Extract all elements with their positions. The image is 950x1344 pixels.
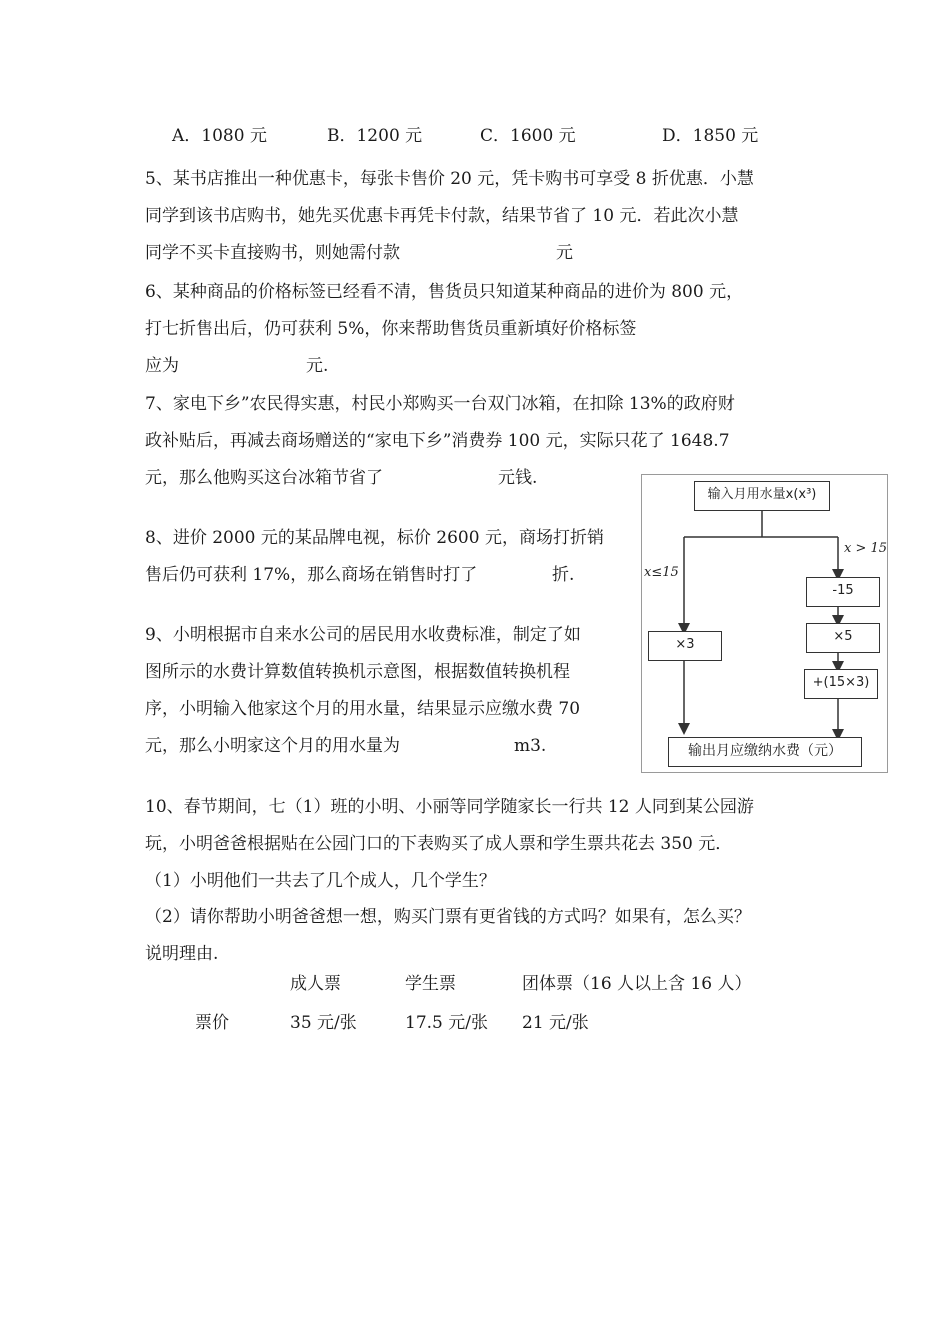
q8-line-2: 售后仍可获利 17%，那么商场在销售时打了	[145, 565, 478, 585]
option-a: A．1080 元	[172, 126, 267, 146]
q7-unit: 元钱.	[498, 468, 538, 488]
q7-line-3: 元，那么他购买这台冰箱节省了	[145, 468, 383, 488]
q9-line-1: 9、小明根据市自来水公司的居民用水收费标准，制定了如	[145, 625, 581, 645]
q5-line-2: 同学到该书店购书，她先买优惠卡再凭卡付款，结果节省了 10 元．若此次小慧	[145, 206, 739, 226]
q5-line-1: 5、某书店推出一种优惠卡，每张卡售价 20 元，凭卡购书可享受 8 折优惠．小慧	[145, 169, 754, 189]
water-fee-flowchart	[641, 474, 888, 773]
q8-unit: 折.	[552, 565, 575, 585]
q7-line-1: 7、家电下乡”农民得实惠，村民小郑购买一台双门冰箱，在扣除 13%的政府财	[145, 394, 735, 414]
ticket-price-adult: 35 元/张	[290, 1013, 357, 1033]
ticket-header-adult: 成人票	[290, 974, 341, 994]
option-d: D．1850 元	[662, 126, 759, 146]
ticket-header-student: 学生票	[405, 974, 456, 994]
q6-line-1: 6、某种商品的价格标签已经看不清，售货员只知道某种商品的进价为 800 元，	[145, 282, 744, 302]
flow-left-op-box: ×3	[648, 631, 722, 661]
q10-part-2-end: 说明理由.	[145, 944, 219, 964]
q9-line-4: 元，那么小明家这个月的用水量为	[145, 736, 400, 756]
flow-times5-box: ×5	[806, 623, 880, 653]
ticket-price-student: 17.5 元/张	[405, 1013, 488, 1033]
q9-line-2: 图所示的水费计算数值转换机示意图，根据数值转换机程	[145, 662, 570, 682]
q7-line-2: 政补贴后，再减去商场赠送的“家电下乡”消费券 100 元，实际只花了 1648.7	[145, 431, 730, 451]
q6-unit: 元.	[306, 356, 329, 376]
flow-branch-left-label: x≤15	[644, 565, 679, 580]
flow-output-box: 输出月应缴纳水费（元）	[668, 737, 862, 767]
flow-plus45-box: +(15×3)	[804, 669, 878, 699]
q8-line-1: 8、进价 2000 元的某品牌电视，标价 2600 元，商场打折销	[145, 528, 604, 548]
option-c: C．1600 元	[480, 126, 576, 146]
q10-part-1: （1）小明他们一共去了几个成人，几个学生？	[145, 871, 496, 891]
ticket-header-group: 团体票（16 人以上含 16 人）	[522, 974, 752, 994]
q10-line-2: 玩，小明爸爸根据贴在公园门口的下表购买了成人票和学生票共花去 350 元．	[145, 834, 733, 854]
option-b: B．1200 元	[327, 126, 423, 146]
flow-branch-right-label: x > 15	[844, 541, 888, 556]
q9-line-3: 序，小明输入他家这个月的用水量，结果显示应缴水费 70	[145, 699, 581, 719]
flow-minus15-box: -15	[806, 577, 880, 607]
q6-line-2: 打七折售出后，仍可获利 5%，你来帮助售货员重新填好价格标签	[145, 319, 637, 339]
q5-line-3: 同学不买卡直接购书，则她需付款	[145, 243, 400, 263]
flow-input-box: 输入月用水量x(x³)	[694, 481, 830, 511]
q6-line-3: 应为	[145, 356, 179, 376]
q10-part-2: （2）请你帮助小明爸爸想一想，购买门票有更省钱的方式吗？如果有，怎么买？	[145, 907, 751, 927]
q9-unit: m3.	[514, 736, 547, 756]
ticket-row-label: 票价	[195, 1013, 229, 1033]
q10-line-1: 10、春节期间，七（1）班的小明、小丽等同学随家长一行共 12 人同到某公园游	[145, 797, 754, 817]
ticket-price-group: 21 元/张	[522, 1013, 589, 1033]
q5-unit: 元	[556, 243, 573, 263]
